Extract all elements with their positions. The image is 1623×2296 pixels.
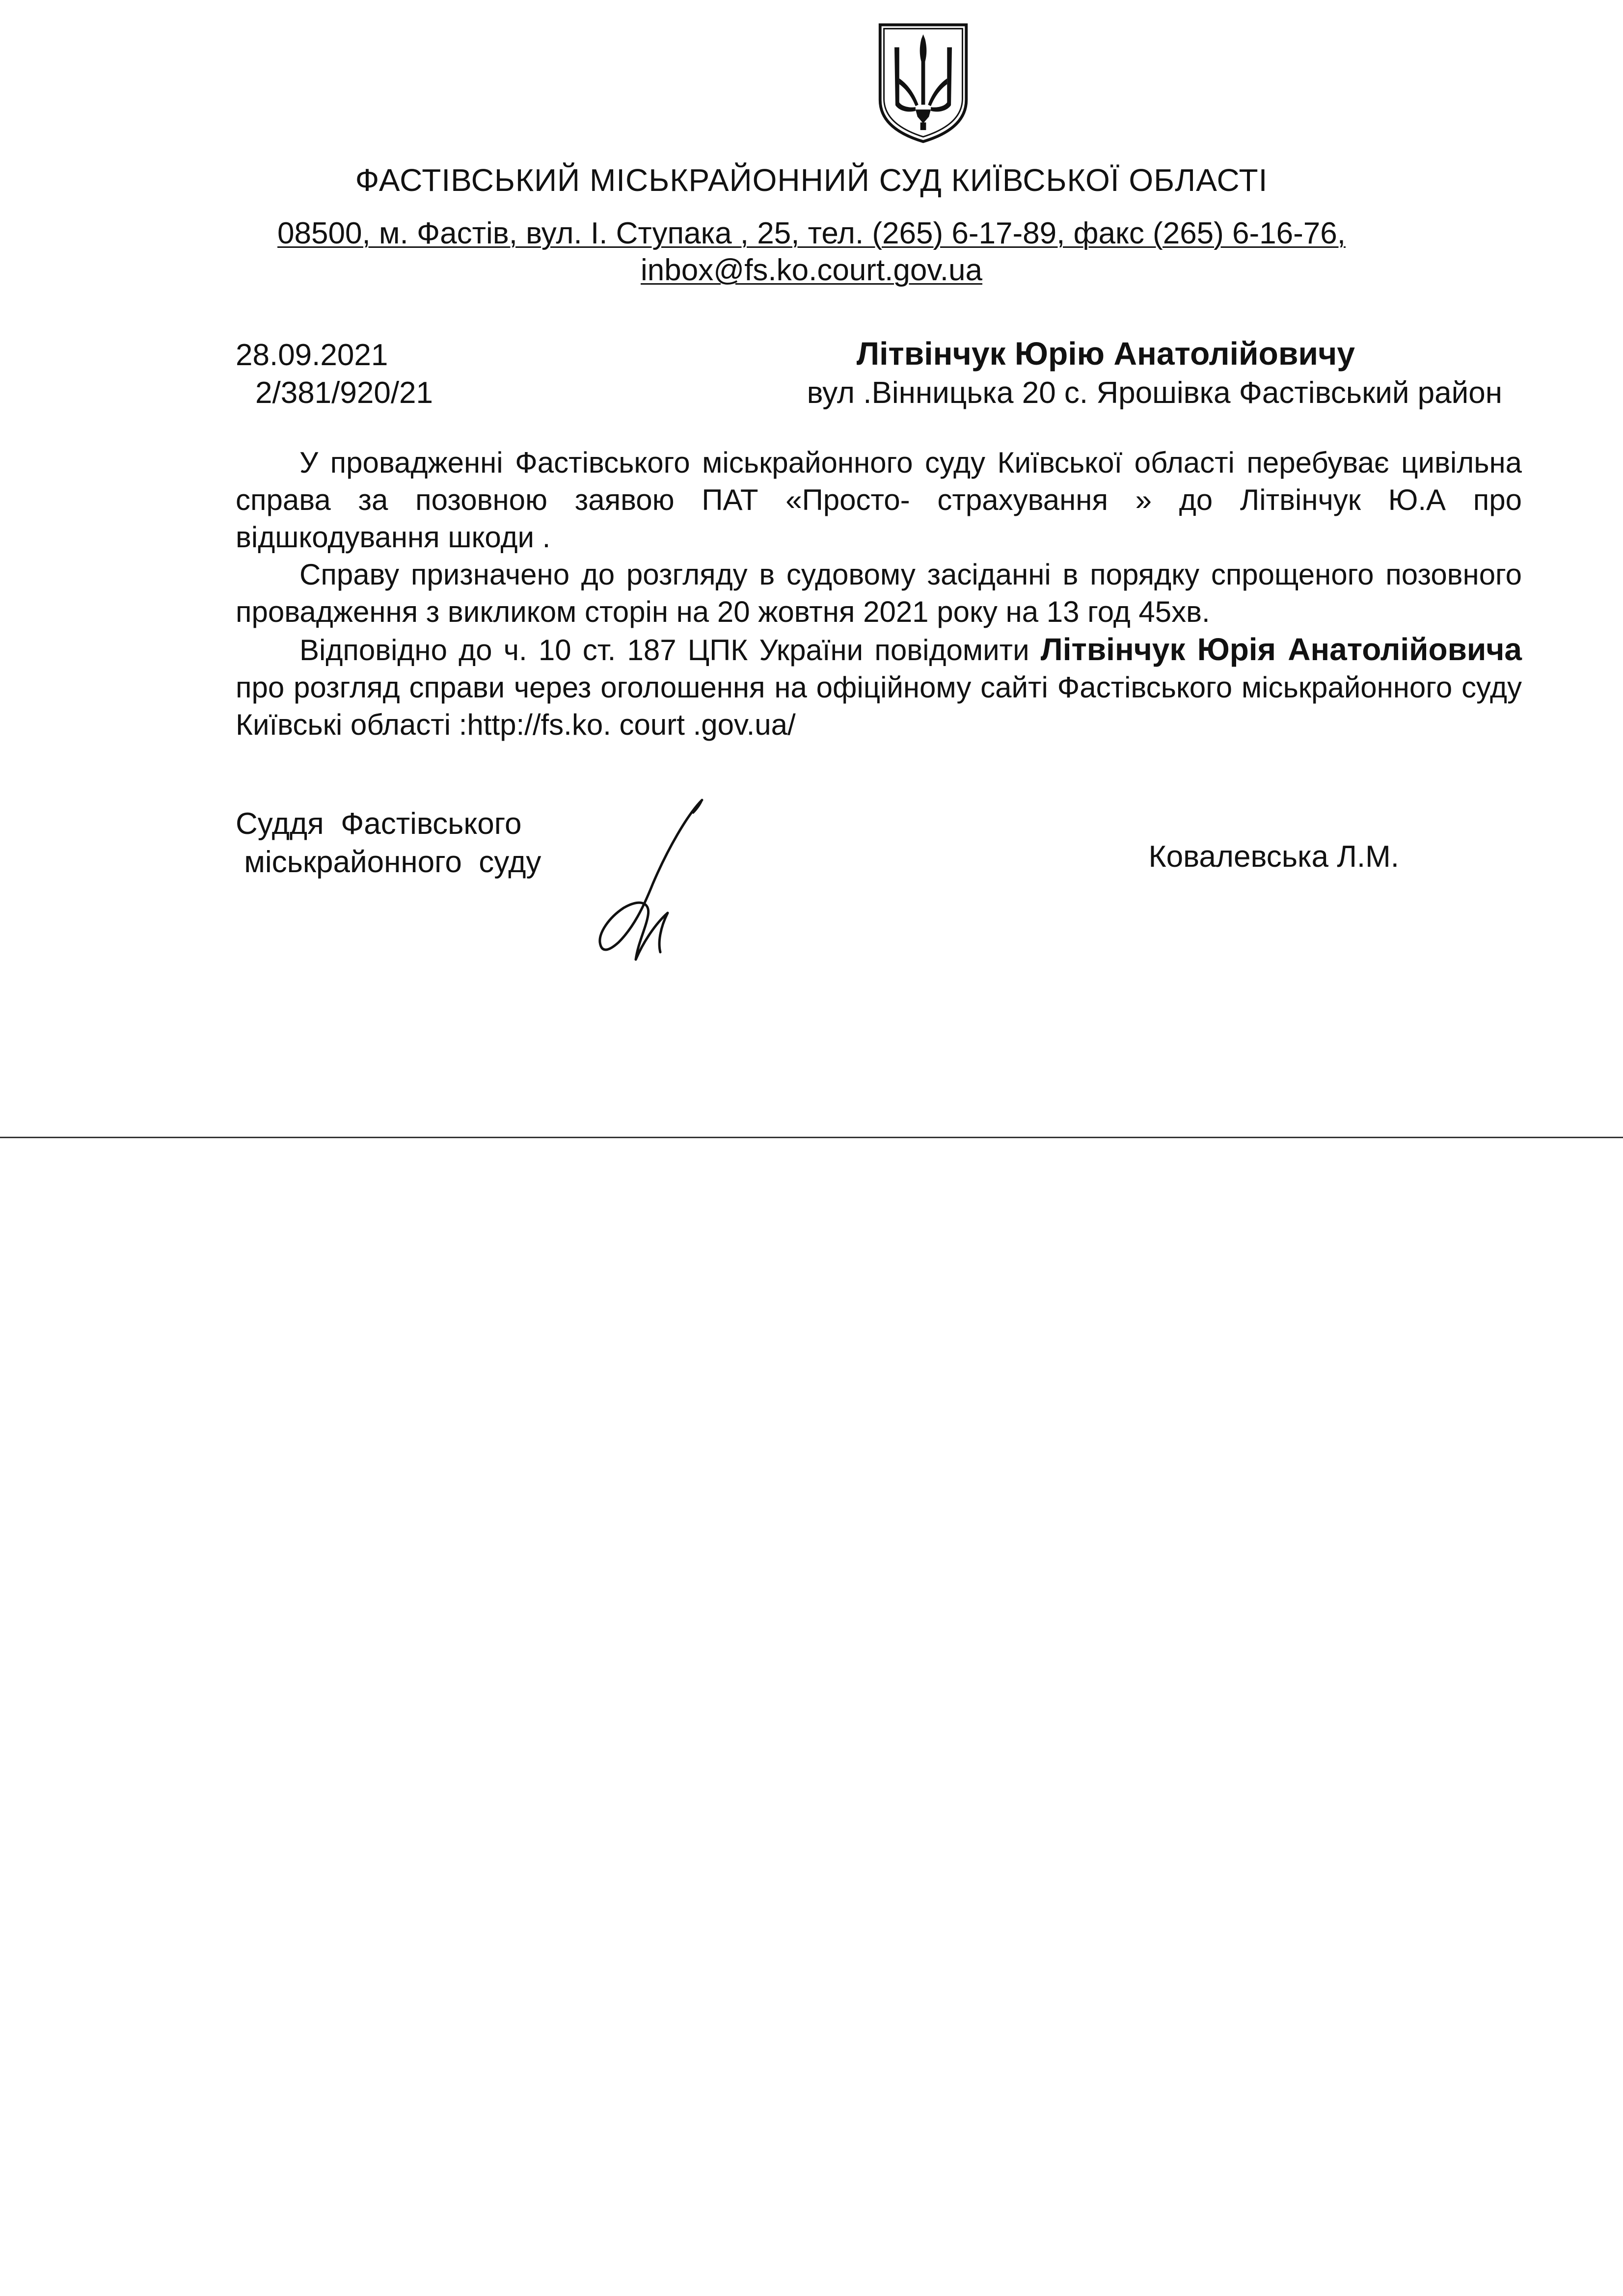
body-paragraph-3-end: про розгляд справи через оголошення на офіційному сайті Фастівського міськрайонного суду Київські області :http://fs.ko. court .gov.ua/	[236, 671, 1522, 741]
letter-body	[236, 444, 1522, 744]
page-divider	[0, 1137, 1623, 1138]
handwritten-signature	[555, 795, 712, 972]
judge-name: Ковалевська Л.М.	[1148, 840, 1399, 874]
document-date: 28.09.2021	[236, 338, 388, 372]
court-email-link[interactable]: inbox@fs.ko.court.gov.ua	[641, 253, 982, 287]
body-paragraph-3	[236, 631, 1522, 744]
ukraine-trident-coat-of-arms-icon	[875, 21, 971, 146]
body-paragraph-2: Справу призначено до розгляду в судовому засіданні в порядку спрощеного позовного провадження з викликом сторін на 20 жовтня 2021 року на 13 год 45хв.	[236, 558, 1522, 628]
addressee-address: вул .Вінницька 20 с. Ярошівка Фастівський район	[807, 376, 1502, 410]
notified-person-name: Літвінчук Юрія Анатолійовича	[1040, 632, 1522, 667]
court-address-text: 08500, м. Фастів, вул. І. Ступака , 25, тел. (265) 6-17-89, факс (265) 6-16-76,	[277, 216, 1346, 250]
judge-title: Суддя Фастівського міськрайонного суду	[236, 807, 541, 879]
document-reference-number: 2/381/920/21	[255, 376, 433, 410]
body-paragraph-1: У провадженні Фастівського міськрайонного суду Київської області перебуває цивільна справа за позовною заявою ПАТ «Просто- страхування » до Літвінчук Ю.А про відшкодування шкоди .	[236, 446, 1522, 554]
addressee-name: Літвінчук Юрію Анатолійовичу	[856, 335, 1355, 372]
court-name: ФАСТІВСЬКИЙ МІСЬКРАЙОННИЙ СУД КИЇВСЬКОЇ ОБЛАСТІ	[355, 162, 1268, 198]
court-email[interactable]	[0, 253, 1623, 288]
court-address	[0, 216, 1623, 251]
body-paragraph-3-start: Відповідно до ч. 10 ст. 187 ЦПК України повідомити	[299, 634, 1041, 667]
